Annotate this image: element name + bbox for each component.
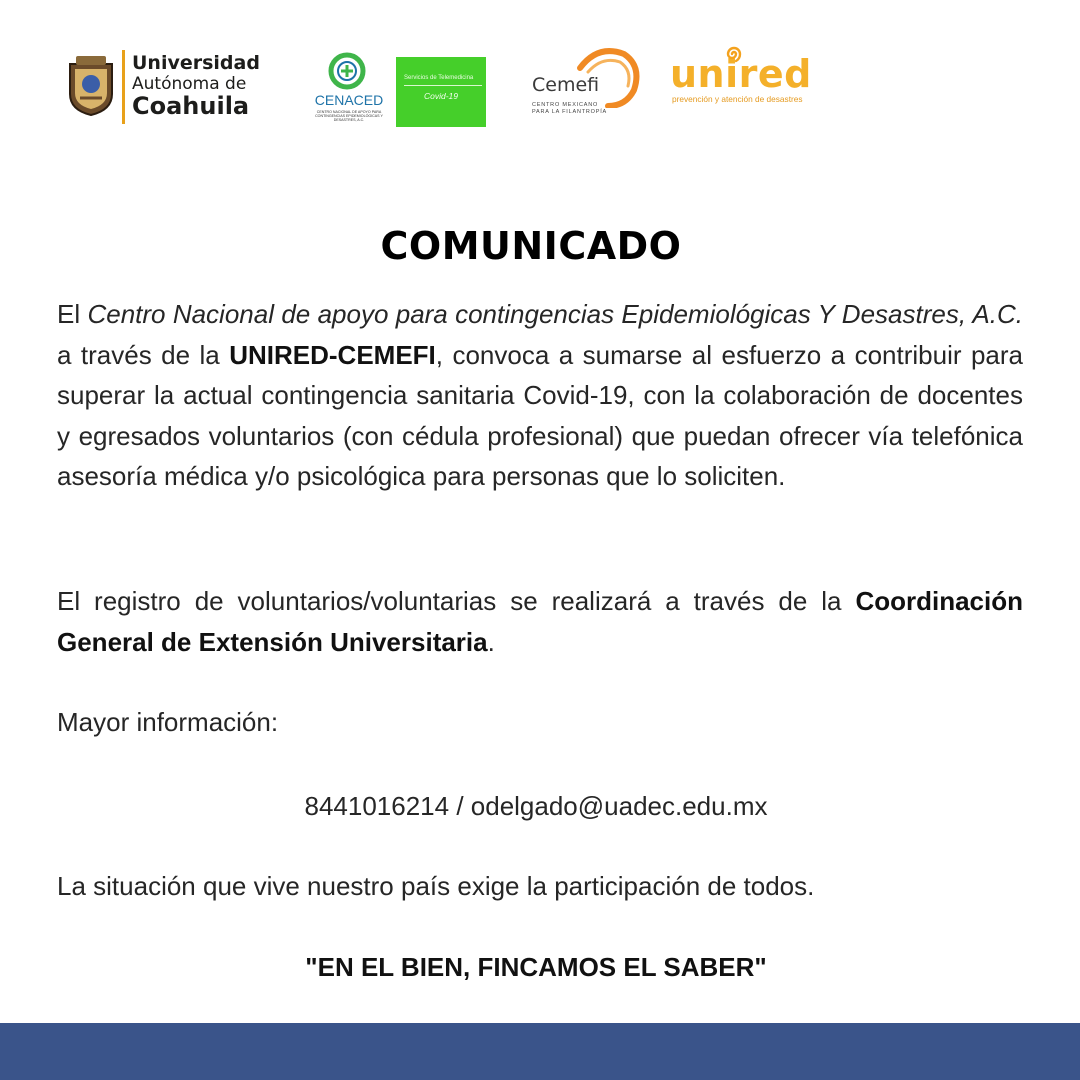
uadec-logo-line3: Coahuila [132, 92, 250, 120]
unired-logo-subtitle: prevención y atención de desastres [672, 94, 803, 104]
cemefi-subtitle-line2: PARA LA FILANTROPÍA [532, 108, 608, 115]
footer-bar [0, 1023, 1080, 1080]
contact-line[interactable]: 8441016214 / odelgado@uadec.edu.mx [304, 791, 768, 821]
intro-text-2: a través de la [57, 339, 230, 370]
intro-paragraph [57, 294, 1023, 497]
more-info-label: Mayor información: [57, 707, 279, 737]
cemefi-subtitle-line1: CENTRO MEXICANO [532, 102, 599, 108]
cenaced-logo-name: CENACED [314, 92, 384, 108]
telemedicine-badge [388, 57, 486, 127]
registration-coordination-name: Coordinación General de Extensión Universitaria [57, 586, 1023, 657]
telemedicine-divider [404, 85, 482, 86]
telemedicine-label: Servicios de Telemedicina [404, 75, 474, 81]
covid-label: Covid-19 [424, 91, 459, 101]
cemefi-logo-name: Cemefi [532, 74, 600, 96]
uadec-logo-line1: Universidad [132, 52, 260, 74]
intro-organization-name: Centro Nacional de apoyo para contingencias Epidemiológicas Y Desastres, A.C. [87, 299, 1023, 329]
registration-paragraph [57, 581, 1023, 662]
cenaced-logo [313, 52, 383, 132]
uadec-logo-line2: Autónoma de [132, 74, 247, 94]
unired-logo-name: unired [670, 52, 812, 96]
unired-logo [670, 42, 815, 108]
uadec-seal-icon [66, 54, 116, 116]
cenaced-logo-subtitle: CENTRO NACIONAL DE APOYO PARA CONTINGENCIAS EPIDEMIOLÓGICAS Y DESASTRES, A.C. [315, 110, 383, 123]
cemefi-logo-subtitle [532, 102, 607, 115]
unired-swirl-icon [722, 42, 746, 66]
intro-network-name: UNIRED-CEMEFI [229, 339, 436, 370]
university-motto: "EN EL BIEN, FINCAMOS EL SABER" [305, 952, 767, 982]
intro-text-3: , convoca a sumarse al esfuerzo a contribuir para superar la actual contingencia sanitaria Covid-19, con la colaboración de docentes y egresados voluntarios (con cédula profesional) que puedan ofrecer vía telefónica asesoría médica y/o psicológica para personas que lo soliciten. [57, 339, 1023, 492]
intro-text-1: El [57, 299, 88, 329]
telemedicine-badge-panel [396, 57, 486, 127]
closing-sentence: La situación que vive nuestro país exige la participación de todos. [57, 871, 815, 901]
registration-text-1: El registro de voluntarios/voluntarias se realizará a través de la [57, 586, 856, 616]
cenaced-emblem-icon [328, 52, 366, 90]
uadec-logo [66, 50, 286, 128]
registration-text-2: . [487, 626, 495, 657]
uadec-divider [122, 50, 125, 124]
page-title: COMUNICADO [380, 224, 682, 268]
cemefi-logo [528, 46, 640, 122]
